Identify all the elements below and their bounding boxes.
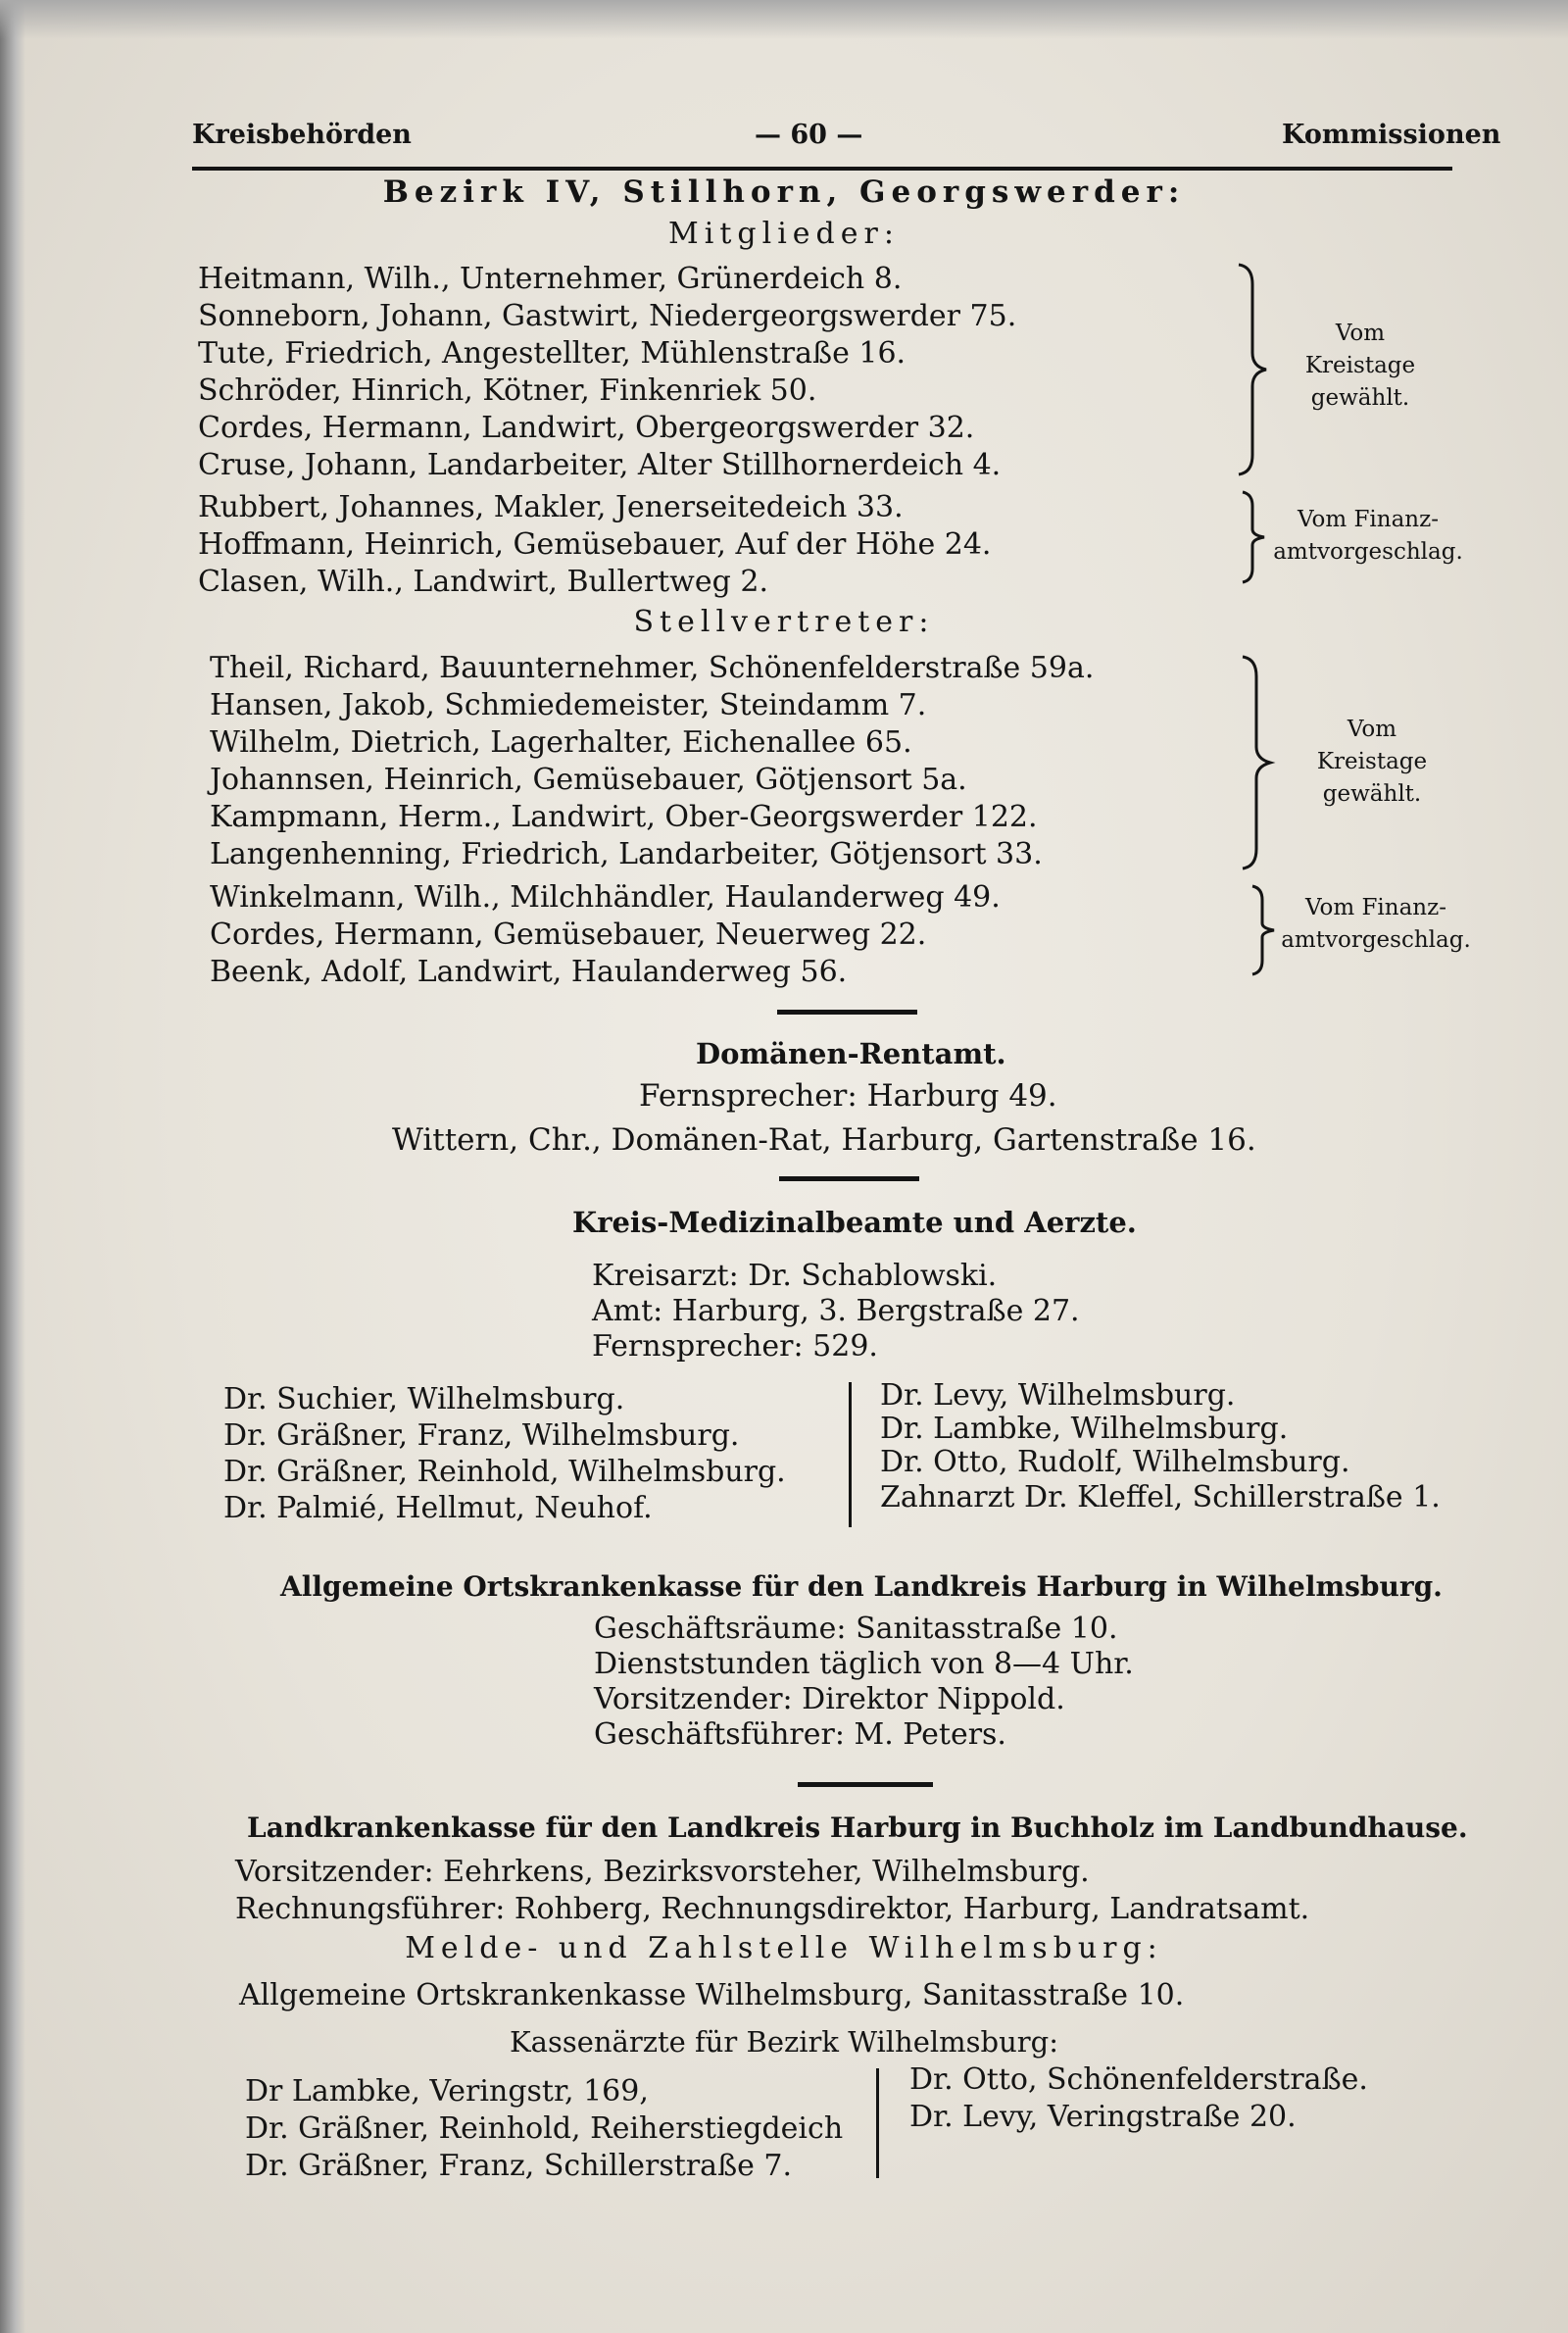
- section-divider: [779, 1176, 919, 1181]
- list-item: Dr Lambke, Veringstr, 169,: [245, 2074, 649, 2109]
- note-finanzamt-2: Vom Finanz- amtvorgeschlag.: [1281, 895, 1471, 953]
- list-item: Dr. Otto, Rudolf, Wilhelmsburg.: [880, 1445, 1350, 1479]
- list-item: Cordes, Hermann, Gemüsebauer, Neuerweg 22.: [210, 918, 927, 952]
- ortskrankenkasse-title: Allgemeine Ortskrankenkasse für den Landkreis Harburg in Wilhelmsburg.: [280, 1570, 1443, 1603]
- section-divider: [798, 1782, 933, 1787]
- meldestelle-line: Allgemeine Ortskrankenkasse Wilhelmsburg, Sanitasstraße 10.: [239, 1978, 1185, 2012]
- page-number: — 60 —: [755, 120, 863, 150]
- list-item: Dr. Gräßner, Reinhold, Wilhelmsburg.: [223, 1455, 786, 1489]
- list-item: Dr. Palmié, Hellmut, Neuhof.: [223, 1491, 653, 1525]
- section-divider: [777, 1010, 917, 1015]
- list-item: Beenk, Adolf, Landwirt, Haulanderweg 56.: [210, 955, 848, 989]
- list-item: Dienststunden täglich von 8—4 Uhr.: [594, 1647, 1134, 1681]
- meldestelle-label: Melde- und Zahlstelle Wilhelmsburg:: [405, 1931, 1163, 1965]
- list-item: Dr. Levy, Veringstraße 20.: [909, 2100, 1297, 2134]
- list-item: Sonneborn, Johann, Gastwirt, Niedergeorgswerder 75.: [198, 299, 1017, 333]
- brace-kreistag-2: [1237, 655, 1276, 870]
- kreisarzt: Kreisarzt: Dr. Schablowski.: [592, 1259, 998, 1293]
- list-item: Heitmann, Wilh., Unternehmer, Grünerdeich 8.: [198, 262, 903, 296]
- list-item: Geschäftsräume: Sanitasstraße 10.: [594, 1612, 1118, 1646]
- landkrankenkasse-vorsitzender: Vorsitzender: Eehrkens, Bezirksvorsteher, Wilhelmsburg.: [235, 1855, 1090, 1889]
- list-item: Wilhelm, Dietrich, Lagerhalter, Eichenallee 65.: [210, 725, 912, 760]
- kreisarzt-phone: Fernsprecher: 529.: [592, 1329, 878, 1364]
- list-item: Dr. Suchier, Wilhelmsburg.: [223, 1382, 625, 1416]
- list-item: Hoffmann, Heinrich, Gemüsebauer, Auf der Höhe 24.: [198, 527, 992, 562]
- list-item: Kampmann, Herm., Landwirt, Ober-Georgswerder 122.: [210, 800, 1038, 834]
- list-item: Tute, Friedrich, Angestellter, Mühlenstraße 16.: [198, 336, 906, 371]
- list-item: Zahnarzt Dr. Kleffel, Schillerstraße 1.: [880, 1480, 1441, 1514]
- header-rule: [192, 167, 1452, 171]
- list-item: Vorsitzender: Direktor Nippold.: [594, 1682, 1065, 1716]
- note-finanzamt-1: Vom Finanz- amtvorgeschlag.: [1273, 507, 1463, 565]
- list-item: Dr. Lambke, Wilhelmsburg.: [880, 1412, 1289, 1446]
- list-item: Hansen, Jakob, Schmiedemeister, Steindamm 7.: [210, 688, 927, 722]
- list-item: Clasen, Wilh., Landwirt, Bullertweg 2.: [198, 565, 768, 599]
- list-item: Geschäftsführer: M. Peters.: [594, 1717, 1006, 1752]
- column-divider: [876, 2068, 879, 2178]
- list-item: Winkelmann, Wilh., Milchhändler, Haulanderweg 49.: [210, 880, 1001, 915]
- brace-finanzamt-1: [1237, 490, 1270, 584]
- page-edge-shadow: [0, 0, 25, 2333]
- kreisarzt-amt: Amt: Harburg, 3. Bergstraße 27.: [592, 1294, 1080, 1328]
- landkrankenkasse-rechnungsfuehrer: Rechnungsführer: Rohberg, Rechnungsdirektor, Harburg, Landratsamt.: [235, 1892, 1310, 1926]
- brace-kreistag-1: [1233, 263, 1272, 476]
- domaenen-phone: Fernsprecher: Harburg 49.: [639, 1078, 1057, 1114]
- list-item: Dr. Otto, Schönenfelderstraße.: [909, 2062, 1368, 2097]
- note-kreistag-1: Vom Kreistage gewählt.: [1304, 321, 1416, 411]
- medizinal-title: Kreis-Medizinalbeamte und Aerzte.: [572, 1206, 1137, 1239]
- page-top-shadow: [0, 0, 1568, 39]
- list-item: Dr. Gräßner, Franz, Schillerstraße 7.: [245, 2149, 793, 2183]
- stellvertreter-label: Stellvertreter:: [633, 605, 935, 639]
- list-item: Rubbert, Johannes, Makler, Jenerseitedeich 33.: [198, 490, 904, 524]
- header-left: Kreisbehörden: [192, 120, 412, 150]
- list-item: Cordes, Hermann, Landwirt, Obergeorgswerder 32.: [198, 411, 975, 445]
- kassenaerzte-label: Kassenärzte für Bezirk Wilhelmsburg:: [510, 2025, 1058, 2059]
- list-item: Dr. Gräßner, Franz, Wilhelmsburg.: [223, 1418, 740, 1453]
- list-item: Johannsen, Heinrich, Gemüsebauer, Götjensort 5a.: [210, 763, 967, 797]
- column-divider: [849, 1382, 852, 1527]
- list-item: Langenhenning, Friedrich, Landarbeiter, Götjensort 33.: [210, 837, 1043, 871]
- list-item: Theil, Richard, Bauunternehmer, Schönenfelderstraße 59a.: [210, 651, 1095, 685]
- note-kreistag-2: Vom Kreistage gewählt.: [1316, 717, 1428, 807]
- list-item: Dr. Levy, Wilhelmsburg.: [880, 1378, 1236, 1413]
- domaenen-title: Domänen-Rentamt.: [696, 1037, 1006, 1070]
- domaenen-person: Wittern, Chr., Domänen-Rat, Harburg, Gartenstraße 16.: [392, 1122, 1256, 1158]
- bezirk-title: Bezirk IV, Stillhorn, Georgswerder:: [382, 174, 1186, 210]
- list-item: Cruse, Johann, Landarbeiter, Alter Stillhornerdeich 4.: [198, 448, 1002, 482]
- list-item: Schröder, Hinrich, Kötner, Finkenriek 50.: [198, 373, 817, 408]
- landkrankenkasse-title: Landkrankenkasse für den Landkreis Harburg in Buchholz im Landbundhause.: [247, 1812, 1468, 1844]
- header-right: Kommissionen: [1282, 120, 1501, 150]
- mitglieder-label: Mitglieder:: [668, 217, 900, 251]
- list-item: Dr. Gräßner, Reinhold, Reiherstiegdeich: [245, 2111, 844, 2146]
- brace-finanzamt-2: [1247, 884, 1280, 976]
